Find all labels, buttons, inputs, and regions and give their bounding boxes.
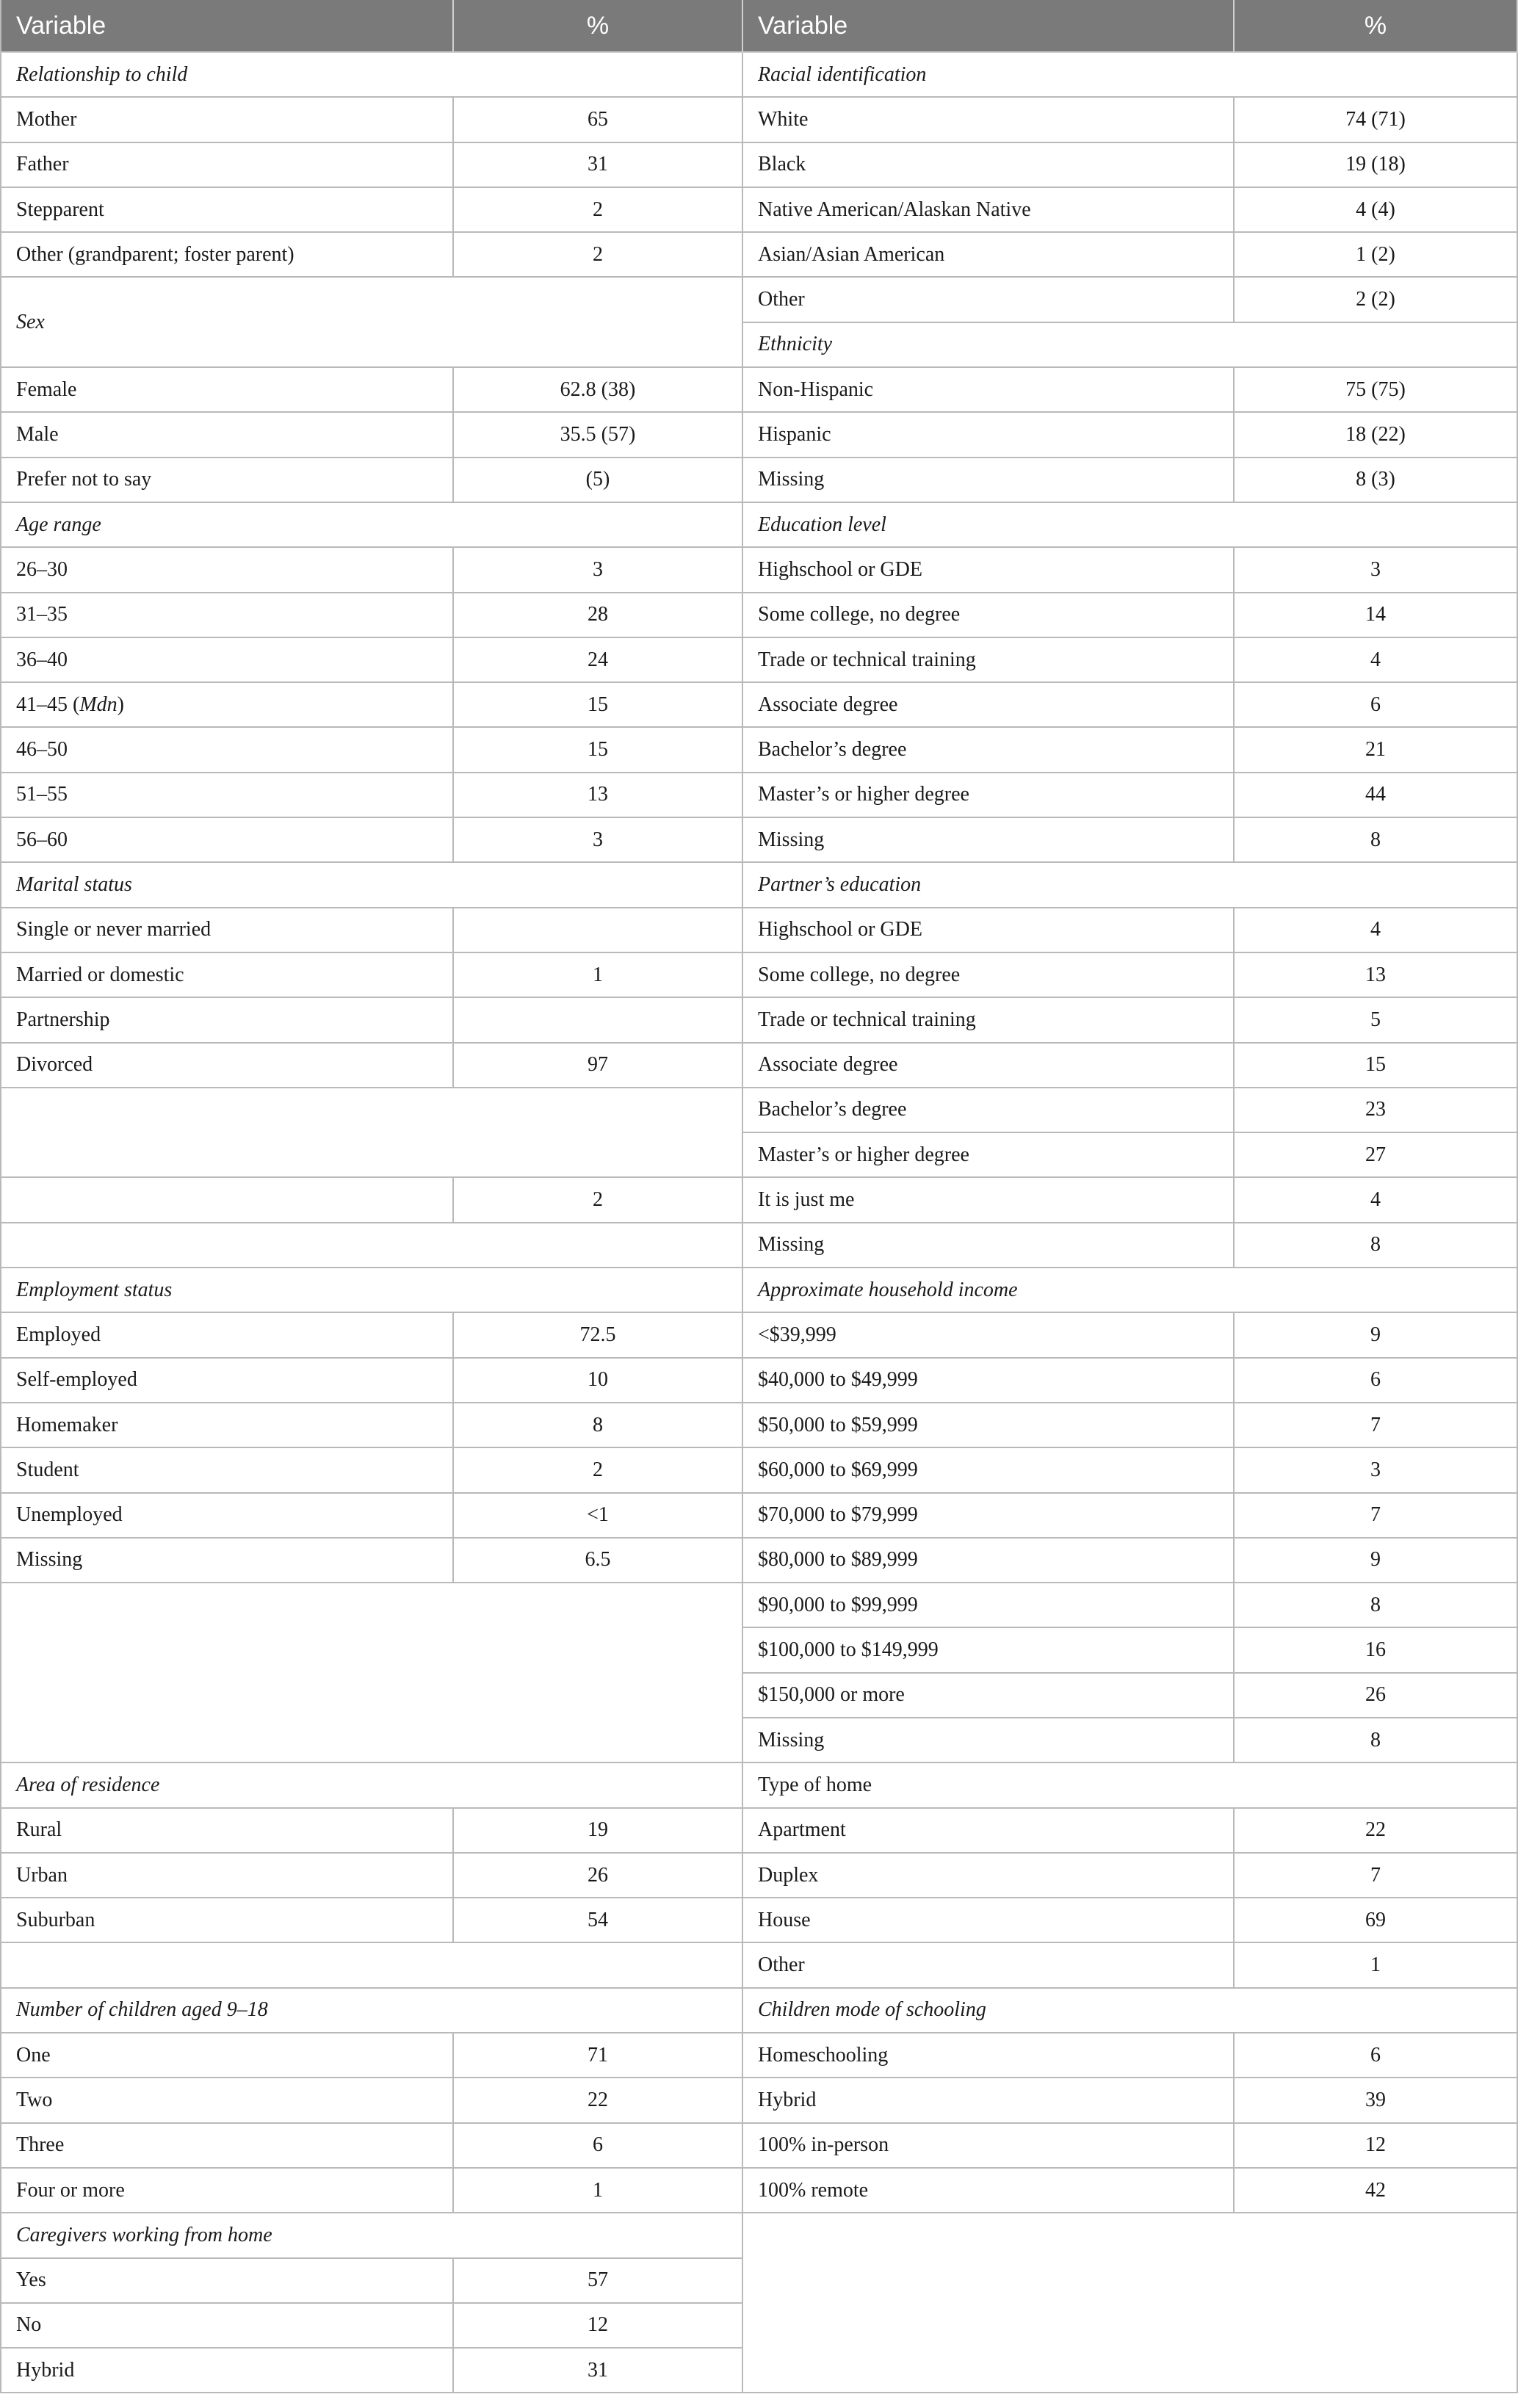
left-row-label: Three [0,2124,454,2169]
right-row-label: 100% in-person [743,2124,1235,2169]
right-row-label: $40,000 to $49,999 [743,1359,1235,1403]
right-row-percent: 8 (3) [1235,458,1518,503]
left-row-label: Married or domestic [0,953,454,998]
left-blank-cell [0,1943,743,1988]
right-row-label: <$39,999 [743,1313,1235,1358]
left-row-percent: 24 [454,638,743,683]
left-row-percent: 15 [454,728,743,773]
right-row-label: House [743,1898,1235,1943]
right-row-percent: 1 (2) [1235,233,1518,278]
right-row-percent: 4 [1235,638,1518,683]
left-section-heading: Sex [0,278,743,368]
left-row-label: Two [0,2078,454,2123]
right-row-label: Hispanic [743,413,1235,458]
right-row-percent: 21 [1235,728,1518,773]
right-row-percent: 39 [1235,2078,1518,2123]
right-row-percent: 7 [1235,1494,1518,1539]
left-row-label [0,1178,454,1223]
left-section-heading: Area of residence [0,1763,743,1808]
right-row-label: Black [743,143,1235,188]
right-row-percent: 8 [1235,1583,1518,1628]
left-row-percent: 15 [454,683,743,728]
right-row-label: $100,000 to $149,999 [743,1628,1235,1673]
right-row-label: Missing [743,818,1235,863]
right-section-heading: Children mode of schooling [743,1989,1518,2033]
left-row-label: Partnership [0,998,454,1043]
right-row-percent: 74 (71) [1235,98,1518,142]
left-row-label: 36–40 [0,638,454,683]
left-blank-cell [0,1583,743,1763]
left-row-percent: 19 [454,1809,743,1854]
left-row-label: Urban [0,1854,454,1898]
left-row-percent: 1 [454,2169,743,2213]
right-row-label: 100% remote [743,2169,1235,2213]
left-row-label: One [0,2033,454,2078]
left-row-label: No [0,2304,454,2349]
left-row-label: Suburban [0,1898,454,1943]
left-row-percent: 2 [454,233,743,278]
left-row-percent: 2 [454,188,743,233]
left-row-percent: 12 [454,2304,743,2349]
right-row-label: Non-Hispanic [743,368,1235,413]
right-row-percent: 9 [1235,1313,1518,1358]
left-row-percent: 31 [454,143,743,188]
right-row-label: Highschool or GDE [743,548,1235,593]
left-row-label: Male [0,413,454,458]
left-section-heading: Age range [0,503,743,548]
median-abbrev: Mdn [79,693,118,716]
right-row-percent: 75 (75) [1235,368,1518,413]
left-row-label: Self-employed [0,1359,454,1403]
right-row-label: Trade or technical training [743,638,1235,683]
right-row-percent: 1 [1235,1943,1518,1988]
left-section-heading: Number of children aged 9–18 [0,1989,743,2033]
right-row-percent: 18 (22) [1235,413,1518,458]
left-row-label: Student [0,1448,454,1493]
left-row-percent: 65 [454,98,743,142]
left-row-percent: 54 [454,1898,743,1943]
right-row-percent: 6 [1235,683,1518,728]
left-row-percent: 1 [454,953,743,998]
left-row-percent: (5) [454,458,743,503]
left-row-label: Employed [0,1313,454,1358]
left-section-heading: Marital status [0,863,743,908]
left-row-label: Missing [0,1539,454,1583]
left-row-label: Hybrid [0,2349,454,2393]
right-section-heading: Approximate household income [743,1268,1518,1313]
right-blank-cell [743,2213,1518,2393]
right-row-label: $80,000 to $89,999 [743,1539,1235,1583]
right-row-label: Master’s or higher degree [743,1133,1235,1178]
right-row-label: $150,000 or more [743,1674,1235,1718]
left-row-percent: 97 [454,1044,743,1088]
right-row-label: Highschool or GDE [743,908,1235,953]
left-row-label: 46–50 [0,728,454,773]
right-row-percent: 8 [1235,818,1518,863]
right-row-percent: 7 [1235,1854,1518,1898]
right-row-percent: 22 [1235,1809,1518,1854]
left-row-label: Homemaker [0,1403,454,1448]
left-row-percent [454,908,743,953]
right-row-percent: 19 (18) [1235,143,1518,188]
right-row-label: Bachelor’s degree [743,1088,1235,1133]
header-variable-right: Variable [743,0,1235,53]
right-row-label: Trade or technical training [743,998,1235,1043]
left-row-percent: 72.5 [454,1313,743,1358]
header-percent-left: % [454,0,743,53]
left-row-percent: 2 [454,1448,743,1493]
right-row-percent: 69 [1235,1898,1518,1943]
left-row-label: Other (grandparent; foster parent) [0,233,454,278]
left-row-label: Four or more [0,2169,454,2213]
right-row-percent: 8 [1235,1223,1518,1268]
left-row-label: Yes [0,2259,454,2304]
left-row-percent: 57 [454,2259,743,2304]
right-section-heading: Type of home [743,1763,1518,1808]
right-row-label: $50,000 to $59,999 [743,1403,1235,1448]
right-row-label: Apartment [743,1809,1235,1854]
right-row-label: Other [743,278,1235,322]
left-row-percent: 3 [454,818,743,863]
right-row-label: Master’s or higher degree [743,773,1235,818]
left-row-percent: 22 [454,2078,743,2123]
right-row-label: Duplex [743,1854,1235,1898]
right-row-label: Other [743,1943,1235,1988]
left-row-percent: 2 [454,1178,743,1223]
right-row-percent: 3 [1235,1448,1518,1493]
left-row-label: 26–30 [0,548,454,593]
right-row-percent: 5 [1235,998,1518,1043]
left-row-percent: 31 [454,2349,743,2393]
right-row-percent: 27 [1235,1133,1518,1178]
left-row-percent: 3 [454,548,743,593]
left-row-percent: 6.5 [454,1539,743,1583]
right-row-label: Some college, no degree [743,593,1235,638]
left-row-label: Prefer not to say [0,458,454,503]
right-section-heading: Partner’s education [743,863,1518,908]
left-row-label: Stepparent [0,188,454,233]
right-section-heading: Education level [743,503,1518,548]
left-row-percent: 8 [454,1403,743,1448]
left-row-percent: 28 [454,593,743,638]
right-row-label: Associate degree [743,1044,1235,1088]
left-row-label: Rural [0,1809,454,1854]
right-row-label: Homeschooling [743,2033,1235,2078]
right-row-percent: 3 [1235,548,1518,593]
right-row-percent: 7 [1235,1403,1518,1448]
left-row-percent: 10 [454,1359,743,1403]
right-row-label: White [743,98,1235,142]
header-variable-left: Variable [0,0,454,53]
right-row-label: Some college, no degree [743,953,1235,998]
left-row-percent: 71 [454,2033,743,2078]
right-row-label: Missing [743,1223,1235,1268]
right-row-percent: 23 [1235,1088,1518,1133]
left-row-label: 41–45 ( Mdn ) [0,683,454,728]
right-row-percent: 44 [1235,773,1518,818]
right-row-label: $70,000 to $79,999 [743,1494,1235,1539]
right-row-percent: 42 [1235,2169,1518,2213]
right-row-percent: 14 [1235,593,1518,638]
left-row-percent: 35.5 (57) [454,413,743,458]
right-row-percent: 4 [1235,908,1518,953]
left-row-label: 51–55 [0,773,454,818]
header-percent-right: % [1235,0,1518,53]
right-row-percent: 12 [1235,2124,1518,2169]
left-row-label: 31–35 [0,593,454,638]
left-row-label: Mother [0,98,454,142]
left-row-label: Father [0,143,454,188]
left-section-heading: Relationship to child [0,53,743,98]
left-row-percent: 26 [454,1854,743,1898]
right-row-label: Bachelor’s degree [743,728,1235,773]
left-blank-cell [0,1088,743,1179]
left-row-label: Single or never married [0,908,454,953]
right-row-label: Asian/Asian American [743,233,1235,278]
left-row-percent: 13 [454,773,743,818]
left-row-label: 56–60 [0,818,454,863]
left-section-heading: Employment status [0,1268,743,1313]
left-row-label: Female [0,368,454,413]
right-row-label: Missing [743,1718,1235,1763]
right-row-percent: 6 [1235,1359,1518,1403]
right-row-percent: 6 [1235,2033,1518,2078]
left-row-label: Divorced [0,1044,454,1088]
right-row-percent: 8 [1235,1718,1518,1763]
right-row-label: $90,000 to $99,999 [743,1583,1235,1628]
right-row-percent: 9 [1235,1539,1518,1583]
right-row-label: Associate degree [743,683,1235,728]
right-row-label: Hybrid [743,2078,1235,2123]
right-row-percent: 4 (4) [1235,188,1518,233]
right-row-percent: 16 [1235,1628,1518,1673]
left-blank-cell [0,1223,743,1268]
right-row-percent: 26 [1235,1674,1518,1718]
right-row-percent: 13 [1235,953,1518,998]
right-row-label: Missing [743,458,1235,503]
right-section-heading: Racial identification [743,53,1518,98]
left-row-percent: 62.8 (38) [454,368,743,413]
right-row-label: Native American/Alaskan Native [743,188,1235,233]
right-row-label: It is just me [743,1178,1235,1223]
right-row-percent: 15 [1235,1044,1518,1088]
left-row-label: Unemployed [0,1494,454,1539]
left-row-percent: <1 [454,1494,743,1539]
right-row-percent: 2 (2) [1235,278,1518,322]
right-section-heading: Ethnicity [743,323,1518,368]
left-section-heading: Caregivers working from home [0,2213,743,2258]
right-row-percent: 4 [1235,1178,1518,1223]
right-row-label: $60,000 to $69,999 [743,1448,1235,1493]
left-row-percent: 6 [454,2124,743,2169]
left-row-percent [454,998,743,1043]
